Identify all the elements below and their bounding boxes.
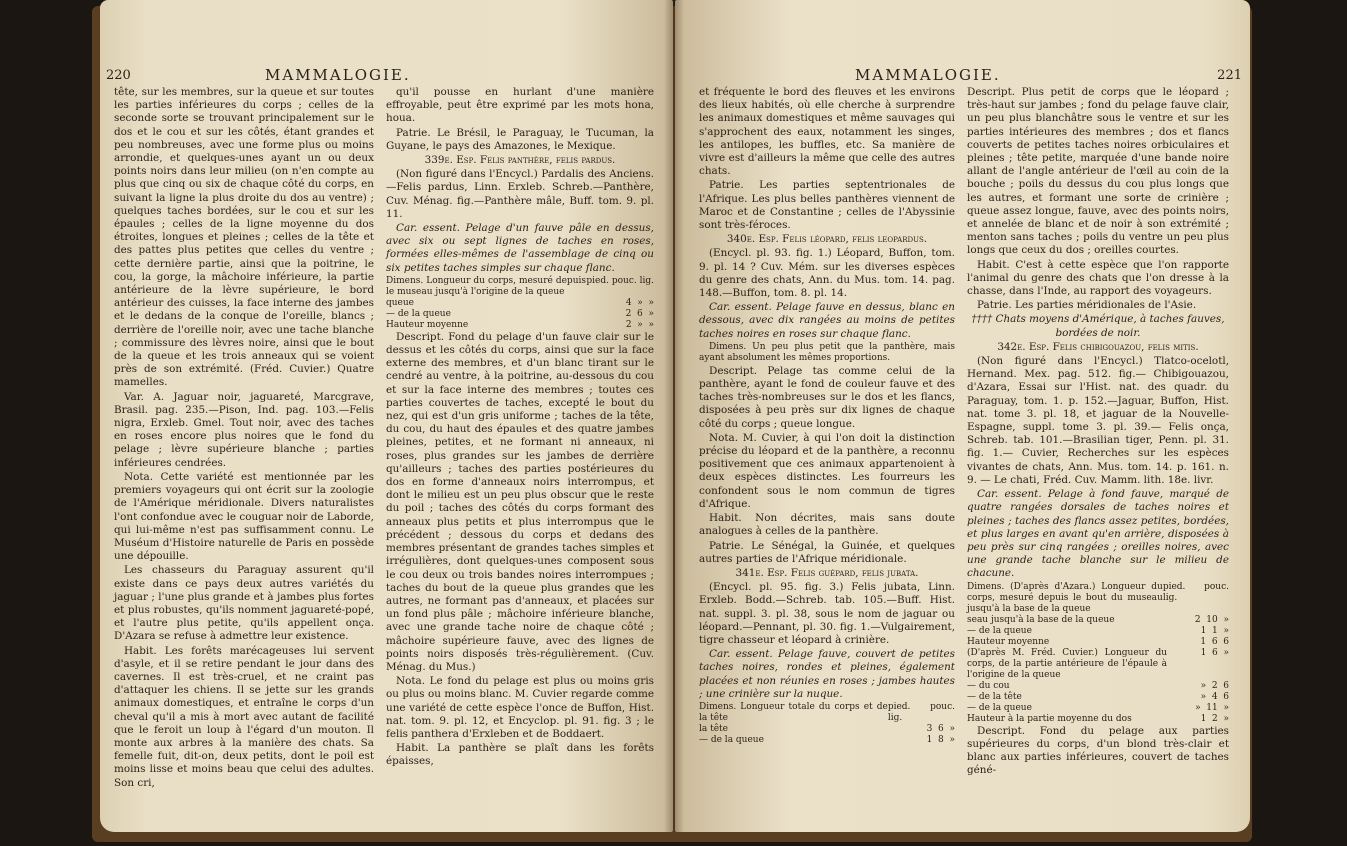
- dimensions-header: pied. pouc. lig.: [887, 701, 955, 723]
- dimension-row: Hauteur moyenne 1 6 6: [967, 636, 1229, 647]
- left-page: [100, 0, 673, 832]
- page-number: 221: [1217, 68, 1242, 83]
- dimension-row: queue 4 » »: [386, 297, 654, 308]
- species-heading: 341e. Esp. Felis guépard, felis jubata.: [735, 566, 919, 579]
- dimensions-title: Dimens. (D'après d'Azara.) Longueur du corps, mesuré depuis le bout du museau jusqu'à la base de la queue: [967, 581, 1163, 614]
- paragraph: Habit. La panthère se plaît dans les forêts épaisses,: [386, 742, 654, 768]
- paragraph: Patrie. Le Sénégal, la Guinée, et quelques autres parties de l'Afrique méridionale.: [699, 539, 955, 565]
- paragraph: qu'il pousse en hurlant d'une manière effroyable, peut être exprimé par les mots hona, houa.: [386, 86, 654, 125]
- species-heading: 339e. Esp. Felis panthère, felis pardus.: [424, 154, 616, 167]
- paragraph: Var. A. Jaguar noir, jaguareté, Marcgrave, Brasil. pag. 235.—Pison, Ind. pag. 103.—Felis nigra, Erxleb. Gmel. Tout noir, avec des taches en roses encore plus noires que le fond du pelage ; lèvre supérieure blanche ; parties inférieures cendrées.: [114, 390, 374, 469]
- dimensions-header: pied. pouc. lig.: [586, 275, 654, 286]
- paragraph: Nota. Le fond du pelage est plus ou moins gris ou plus ou moins blanc. M. Cuvier regarde comme une variété de cette espèce l'once de Buffon, Hist. nat. tom. 9. pl. 12, et Encyclop. pl. 91. fig. 3 ; le felis panthera d'Erxleben et de Boddaert.: [386, 675, 654, 740]
- paragraph: (Non figuré dans l'Encycl.) Pardalis des Anciens.—Felis pardus, Linn. Erxleb. Schreb.—Panthère, Cuv. Ménag. fig.—Panthère mâle, Buff. tom. 9. pl. 11.: [386, 168, 654, 220]
- dimension-row: seau jusqu'à la base de la queue 2 10 »: [967, 614, 1229, 625]
- paragraph: Patrie. Les parties septentrionales de l'Afrique. Les plus belles panthères viennent de Maroc et de Constantine ; celles de l'Abyssinie sont très-féroces.: [699, 179, 955, 232]
- left-column-1: [114, 86, 374, 791]
- dimensions-block: [386, 276, 654, 331]
- paragraph: tête, sur les membres, sur la queue et sur toutes les parties inférieures du corps ; celles de la seconde sorte se trouvant principalement sur le dos et le cou et sur les côtés, étant grandes et peu nombreuses, avec une forme plus ou moins arrondie, et quelques-unes ayant un ou deux points noirs dans leur milieu (on n'en compte au plus que cinq ou six de chaque côté du corps, en suivant la ligne la plus droite du dos au ventre) ; quelques taches bordées, sur le cou et sur les épaules ; celles de la ligne moyenne du dos étroites, longues et pleines ; celles de la tête et des pattes plus petites que celles du ventre ; cette dernière partie, ainsi que la poitrine, le cou, la gorge, la mâchoire inférieure, la partie antérieure de la lèvre supérieure, le bord antérieur des cuisses, la face interne des jambes et le dedans de la conque de l'oreille, blancs ; derrière de l'oreille noir, avec une tache blanche ; commissure des lèvres noire, ainsi que le bout de la queue et les trois anneaux qui se voient près de son extrémité. (Fréd. Cuvier.) Quatre mamelles.: [114, 86, 374, 389]
- paragraph: Descript. Fond du pelage d'un fauve clair sur le dessus et les côtés du corps, ainsi que sur la face externe des membres, et d'un blanc tirant sur le cendré au ventre, à la poitrine, au-dessous du cou et sur la face interne des membres ; toutes ces parties couvertes de taches, excepté le bout du nez, qui est d'un gris uniforme ; taches de la tête, du cou, du haut des épaules et des quatre jambes pleines, petites, et ne formant ni anneaux, ni roses, plus grandes sur les jambes de derrière qu'ailleurs ; taches des parties postérieures du dos en forme d'anneaux noirs interrompus, et dont le milieu est un peu plus obscur que le reste du poil ; taches des côtés du corps formant des anneaux plus petits et plus interrompus que le précédent ; dessous du corps et dedans des membres présentant de grandes taches simples et irrégulières, dont quelques-unes composent sous le cou deux ou trois bandes noires interrompues ; taches du bout de la queue plus grandes que les autres, ne formant pas d'anneaux, et placées sur un fond plus pâle ; mâchoire inférieure blanche, avec une grande tache noire de chaque côté ; mâchoire supérieure fauve, avec des lignes de points noirs disposés très-régulièrement. (Cuv. Ménag. du Mus.): [386, 330, 654, 673]
- dimension-row: la tête 3 6 »: [699, 723, 955, 734]
- dimension-row: Hauteur moyenne 2 » »: [386, 319, 654, 330]
- dimension-row: Hauteur à la partie moyenne du dos 1 2 »: [967, 713, 1229, 724]
- paragraph: Car. essent. Pelage fauve en dessus, blanc en dessous, avec dix rangées au moins de petites taches noires en roses sur chaque flanc.: [699, 301, 955, 340]
- paragraph: Descript. Plus petit de corps que le léopard ; très-haut sur jambes ; fond du pelage fauve clair, un peu plus blanchâtre sous le ventre et sur les parties intérieures des membres ; dos et flancs couverts de petites taches noires orbiculaires et pleines ; tête petite, marquée d'une bande noire allant de l'angle antérieur de l'œil au coin de la bouche ; poils du dessus du cou plus longs que les autres, et formant une sorte de crinière ; queue assez longue, fauve, avec des points noirs, et annelée de blanc et de noir à son extrémité ; menton sans taches ; poils du ventre un peu plus longs que ceux du dos ; oreilles courtes.: [967, 86, 1229, 257]
- dimensions-block: [699, 702, 955, 746]
- paragraph: Habit. Non décrites, mais sans doute analogues à celles de la panthère.: [699, 512, 955, 538]
- left-column-2: [386, 86, 654, 770]
- section-title: †††† Chats moyens d'Amérique, à taches fauves, bordées de noir.: [971, 313, 1225, 339]
- paragraph: Habit. Les forêts marécageuses lui servent d'asyle, et il se retire pendant le jour dans des cavernes. Il est très-cruel, et ne craint pas d'attaquer les chiens. Il se jette sur les grands animaux domestiques, et entraîne le corps d'un cheval qu'il a mis à mort avec autant de facilité que le feroit un loup à l'égard d'un mouton. Il monte aux arbres à la manière des chats. Sa femelle fuit, dit-on, deux petits, dont le poil est moins lisse et moins beau que celui des adultes. Son cri,: [114, 644, 374, 789]
- dimension-row: — de la queue 2 6 »: [386, 308, 654, 319]
- dimensions-block: [967, 582, 1229, 725]
- page-number: 220: [106, 68, 131, 83]
- paragraph: (Encycl. pl. 93. fig. 1.) Léopard, Buffon, tom. 9. pl. 14 ? Cuv. Mém. sur les diverses espèces du genre des chats, Ann. du Mus. tom. 14. pag. 148.—Buffon, tom. 8. pl. 14.: [699, 247, 955, 300]
- paragraph: Descript. Pelage tas comme celui de la panthère, ayant le fond de couleur fauve et des taches très-nombreuses sur le dos et les flancs, disposées à peu près sur dix lignes de chaque côté du corps ; queue longue.: [699, 364, 955, 430]
- dimension-row: — de la queue 1 1 »: [967, 625, 1229, 636]
- running-head: MAMMALOGIE.: [855, 66, 1001, 84]
- paragraph: Nota. M. Cuvier, à qui l'on doit la distinction précise du léopard et de la panthère, a reconnu positivement que ces animaux appartenoient à deux espèces distinctes. Les fourreurs les confondent sous le nom commun de tigres d'Afrique.: [699, 431, 955, 510]
- dimension-row: — de la queue » 11 »: [967, 702, 1229, 713]
- paragraph: et fréquente le bord des fleuves et les environs des lieux habités, où elle cherche à surprendre les animaux domestiques et même sauvages qui s'approchent des eaux, notamment les singes, les antilopes, les buffles, etc. Sa manière de vivre est d'ailleurs la même que celle des autres chats.: [699, 86, 955, 178]
- right-column-2: [967, 86, 1229, 778]
- species-heading: 342e. Esp. Felis chibigouazou, felis mitis.: [997, 340, 1199, 353]
- dimensions-header: pied. pouc. lig.: [1162, 581, 1229, 603]
- paragraph: Patrie. Les parties méridionales de l'Asie.: [977, 299, 1197, 312]
- paragraph: Car. essent. Pelage à fond fauve, marqué de quatre rangées dorsales de taches noires et pleines ; taches des flancs assez petites, bordées, et plus larges en avant qu'en arrière, disposées à peu près sur cinq rangées ; oreilles noires, avec une grande tache blanche sur le milieu de chacune.: [967, 488, 1229, 580]
- paragraph: Les chasseurs du Paraguay assurent qu'il existe dans ce pays deux autres variétés du jaguar ; l'une plus grande et à jambes plus fortes et plus robustes, qu'ils nomment jaguareté-popé, et l'autre plus petite, qu'ils appellent onça. D'Azara se refuse à admettre leur existence.: [114, 564, 374, 643]
- paragraph: Patrie. Le Brésil, le Paraguay, le Tucuman, la Guyane, le pays des Amazones, le Mexique.: [386, 126, 654, 152]
- paragraph: Habit. C'est à cette espèce que l'on rapporte l'animal du genre des chats que l'on dresse à la chasse, dans l'Inde, au rapport des voyageurs.: [967, 258, 1229, 298]
- paragraph: Car. essent. Pelage d'un fauve pâle en dessus, avec six ou sept lignes de taches en roses, formées elles-mêmes de l'assemblage de cinq ou six petites taches simples sur chaque flanc.: [386, 222, 654, 274]
- right-page: [675, 0, 1250, 832]
- dimension-row: — de la tête » 4 6: [967, 691, 1229, 702]
- book-gutter: [664, 0, 684, 832]
- running-head: MAMMALOGIE.: [265, 66, 411, 84]
- paragraph: (Encycl. pl. 95. fig. 3.) Felis jubata, Linn. Erxleb. Bodd.—Schreb. tab. 105.—Buff. Hist. nat. suppl. 3. pl. 38, sous le nom de jaguar ou léopard.—Pennant, pl. 30. fig. 1.—Vulgairement, tigre chasseur et léopard à crinière.: [699, 581, 955, 646]
- species-heading: 340e. Esp. Felis léopard, felis leopardus.: [726, 233, 928, 246]
- paragraph: (Non figuré dans l'Encycl.) Tlatco-ocelotl, Hernand. Mex. pag. 512. fig.— Chibigouazou, d'Azara, Essai sur l'Hist. nat. des quadr. du Paraguay, tom. 1. p. 152.—Jaguar, Buffon, Hist. nat. tome 3. pl. 18, et jaguar de la Nouvelle-Espagne, suppl. tome 3. pl. 39.— Felis onça, Schreb. tab. 101.—Brasilian tiger, Penn. pl. 31. fig. 1.— Cuvier, Recherches sur les espèces vivantes de chats, Ann. Mus. tom. 14. p. 161. n. 9. — Le chati, Fréd. Cuv. Mamm. lith. 18e. livr.: [967, 355, 1229, 486]
- dimension-row: (D'après M. Fréd. Cuvier.) Longueur du corps, de la partie antérieure de l'épaule à l'origine de la queue 1 6 »: [967, 647, 1229, 680]
- paragraph: Nota. Cette variété est mentionnée par les premiers voyageurs qui ont écrit sur la zoologie de l'Amérique méridionale. Divers naturalistes l'ont confondue avec le couguar noir de Laborde, qui lui-même n'est pas suffisamment connu. Le Muséum d'Histoire naturelle de Paris en possède une dépouille.: [114, 470, 374, 563]
- paragraph: Descript. Fond du pelage aux parties supérieures du corps, d'un blond très-clair et blanc aux parties inférieures, couvert de taches géné-: [967, 724, 1229, 777]
- dimension-row: — du cou » 2 6: [967, 680, 1229, 691]
- dimensions-title: Dimens. Longueur totale du corps et de la tête: [699, 701, 888, 723]
- dimensions-title: Dimens. Longueur du corps, mesuré depuis le museau jusqu'à l'origine de la queue: [386, 275, 586, 297]
- right-column-1: [699, 86, 955, 746]
- paragraph: Dimens. Un peu plus petit que la panthère, mais ayant absolument les mêmes proportions.: [699, 341, 955, 363]
- dimension-row: — de la queue 1 8 »: [699, 734, 955, 745]
- paragraph: Car. essent. Pelage fauve, couvert de petites taches noires, rondes et pleines, également placées et non réunies en roses ; jambes hautes ; une crinière sur la nuque.: [699, 648, 955, 700]
